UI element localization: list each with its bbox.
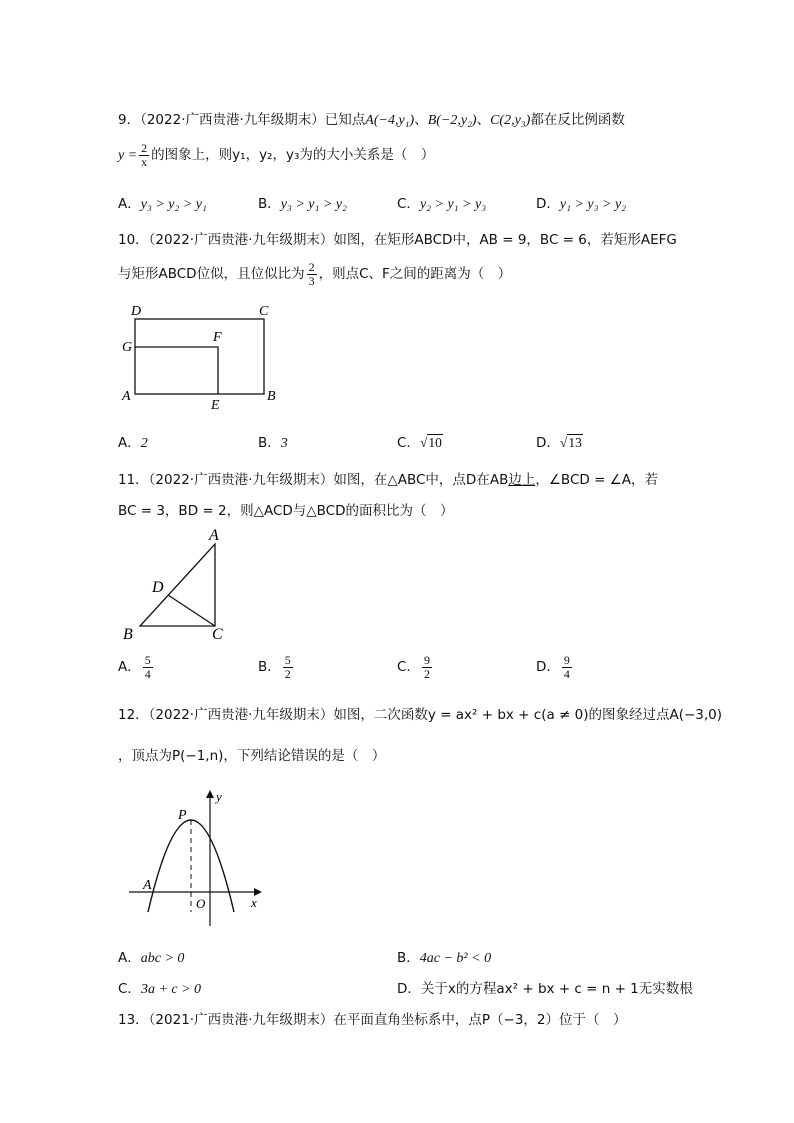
q11-option-b: B． $\frac{5}{2}$ — [258, 653, 291, 681]
q10-rectangle-figure — [115, 298, 295, 416]
q9-stem-line1: 9．（2022·广西贵港·九年级期末）已知点A(−4,y₁)、B(−2,y₂)、C(2,y₃)都在反比例函数 — [118, 112, 625, 128]
label-A: A — [209, 527, 219, 544]
label-B: B — [123, 626, 133, 643]
q12-option-a: A．abc > 0 — [118, 950, 185, 966]
q11-stem-line2: BC = 3，BD = 2，则△ACD与△BCD的面积比为（ ） — [118, 503, 454, 519]
label-x: x — [251, 895, 257, 910]
q9-option-d: D．y₁ > y₃ > y₂ — [536, 196, 627, 212]
q11-option-d: D． $\frac{9}{4}$ — [536, 653, 570, 681]
q12-stem-line1: 12．（2022·广西贵港·九年级期末）如图，二次函数y = ax² + bx + c(a ≠ 0)的图象经过点A(−3,0) — [118, 707, 723, 723]
q9-option-b: B．y₃ > y₁ > y₂ — [258, 196, 347, 212]
label-C: C — [259, 304, 269, 319]
rect-abcd — [135, 319, 264, 394]
label-E: E — [211, 398, 220, 413]
label-A: A — [122, 389, 131, 404]
label-A: A — [143, 878, 152, 893]
q10-option-c: C．√10 — [397, 435, 442, 451]
q10-option-d: D．√13 — [536, 435, 582, 451]
segment-cd — [168, 595, 215, 626]
q12-parabola-figure — [124, 786, 274, 926]
q10-option-a: A．2 — [118, 435, 148, 451]
q10-stem-line2: 与矩形ABCD位似，且位似比为 $\frac{2}{3}$ ，则点C、F之间的距离为（ ） — [118, 260, 512, 288]
q11-option-c: C． $\frac{9}{2}$ — [397, 653, 430, 681]
q9-fraction: $\frac{2}{x}$ — [141, 141, 148, 169]
label-F: F — [213, 330, 222, 345]
q12-option-c: C．3a + c > 0 — [118, 981, 202, 997]
label-D: D — [131, 304, 142, 319]
q11-stem-line1: 11．（2022·广西贵港·九年级期末）如图，在△ABC中，点D在AB边上，∠BCD = ∠A，若 — [118, 472, 659, 488]
label-y: y — [216, 789, 222, 804]
q10-ratio-fraction: $\frac{2}{3}$ — [308, 260, 315, 288]
q12-option-d: D．关于x的方程ax² + bx + c = n + 1无实数根 — [397, 981, 693, 997]
y-arrow-icon — [206, 790, 214, 798]
label-O: O — [196, 896, 206, 911]
label-D: D — [152, 579, 164, 596]
q10-option-b: B．3 — [258, 435, 288, 451]
q9-option-c: C．y₂ > y₁ > y₃ — [397, 196, 487, 212]
q9-stem-line2: y = $\frac{2}{x}$ 的图象上，则y₁，y₂，y₃为的大小关系是（ ） — [118, 141, 435, 169]
sqrt-icon: √13 — [559, 435, 582, 450]
label-G: G — [122, 340, 133, 355]
q10-stem-line1: 10．（2022·广西贵港·九年级期末）如图，在矩形ABCD中，AB = 9，BC = 6，若矩形AEFG — [118, 232, 677, 248]
q11-option-a: A． $\frac{5}{4}$ — [118, 653, 151, 681]
label-P: P — [178, 808, 187, 823]
rect-aefg — [135, 347, 218, 394]
sqrt-icon: √10 — [419, 435, 442, 450]
label-C: C — [212, 626, 223, 643]
q12-option-b: B．4ac − b² < 0 — [397, 950, 492, 966]
q9-option-a: A．y₃ > y₂ > y₁ — [118, 196, 207, 212]
q12-stem-line2: ，顶点为P(−1,n)，下列结论错误的是（ ） — [118, 748, 386, 764]
label-B: B — [267, 389, 276, 404]
q13-stem-line1: 13．（2021·广西贵港·九年级期末）在平面直角坐标系中，点P（−3，2）位于（ ） — [118, 1012, 627, 1028]
q11-triangle-figure — [118, 522, 238, 646]
